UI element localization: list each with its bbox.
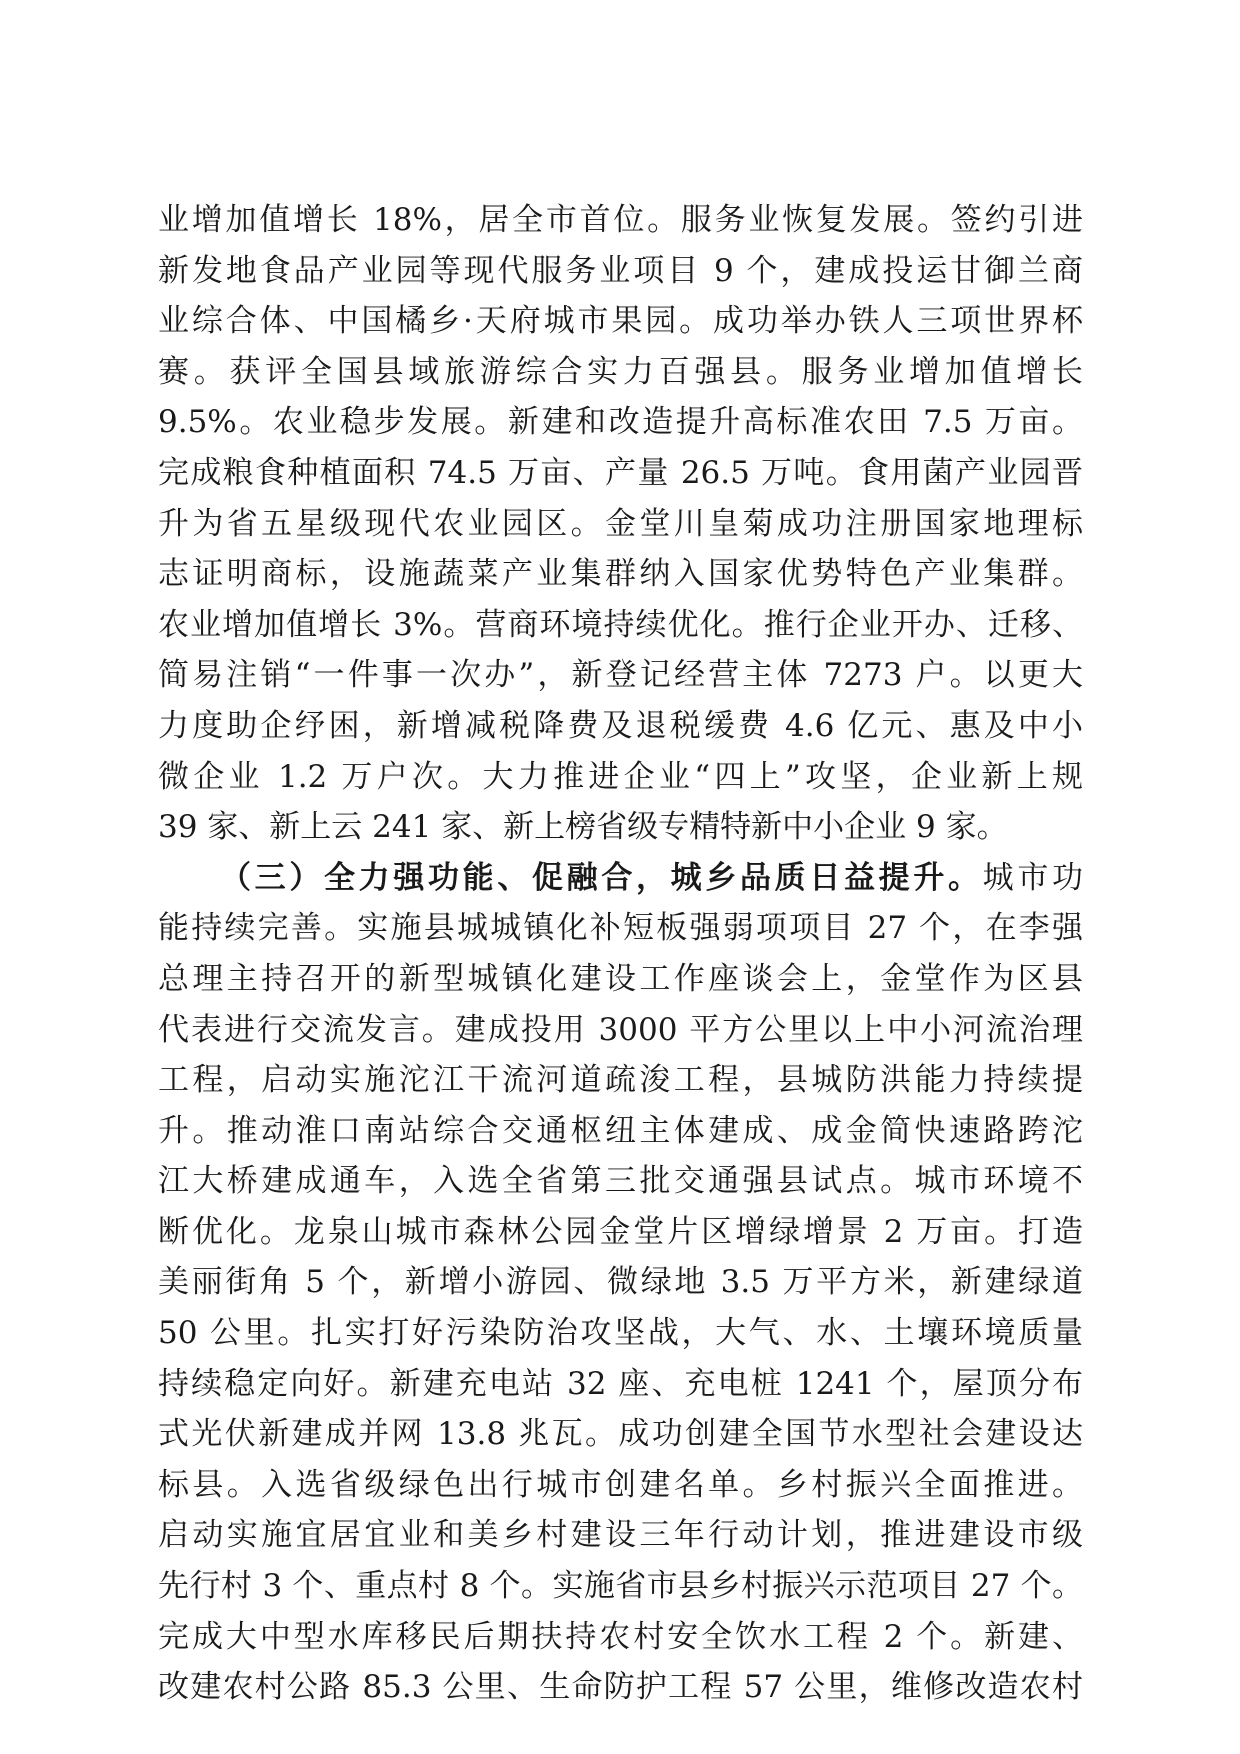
text-line: 农业增加值增长 3%。营商环境持续优化。推行企业开办、迁移、 bbox=[158, 606, 1083, 643]
text-line: 持续稳定向好。新建充电站 32 座、充电桩 1241 个，屋顶分布 bbox=[158, 1365, 1083, 1402]
text-line: 总理主持召开的新型城镇化建设工作座谈会上，金堂作为区县 bbox=[158, 960, 1083, 997]
text-line: 断优化。龙泉山城市森林公园金堂片区增绿增景 2 万亩。打造 bbox=[158, 1213, 1083, 1250]
text-line: 先行村 3 个、重点村 8 个。实施省市县乡村振兴示范项目 27 个。 bbox=[158, 1568, 1083, 1605]
heading-line-rest: 城市功 bbox=[982, 859, 1084, 896]
text-line: 标县。入选省级绿色出行城市创建名单。乡村振兴全面推进。 bbox=[158, 1466, 1083, 1503]
text-line: 代表进行交流发言。建成投用 3000 平方公里以上中小河流治理 bbox=[158, 1011, 1083, 1048]
text-line: 业增加值增长 18%，居全市首位。服务业恢复发展。签约引进 bbox=[158, 202, 1083, 238]
text-line: 赛。获评全国县域旅游综合实力百强县。服务业增加值增长 bbox=[158, 353, 1083, 390]
text-line: 9.5%。农业稳步发展。新建和改造提升高标准农田 7.5 万亩。 bbox=[158, 404, 1083, 441]
text-line: 50 公里。扎实打好污染防治攻坚战，大气、水、土壤环境质量 bbox=[158, 1315, 1083, 1352]
text-line: 完成粮食种植面积 74.5 万亩、产量 26.5 万吨。食用菌产业园晋 bbox=[158, 454, 1083, 491]
text-line: 微企业 1.2 万户次。大力推进企业“四上”攻坚，企业新上规 bbox=[158, 758, 1083, 795]
section-heading: （三）全力强功能、促融合，城乡品质日益提升。 bbox=[220, 859, 983, 896]
text-line: 升为省五星级现代农业园区。金堂川皇菊成功注册国家地理标 bbox=[158, 505, 1083, 542]
paragraph-economy bbox=[158, 195, 1083, 853]
paragraph-urban-rural bbox=[158, 853, 1083, 1713]
text-line: 力度助企纾困，新增减税降费及退税缓费 4.6 亿元、惠及中小 bbox=[158, 707, 1083, 744]
text-line: 志证明商标，设施蔬菜产业集群纳入国家优势特色产业集群。 bbox=[158, 556, 1083, 593]
text-line: 式光伏新建成并网 13.8 兆瓦。成功创建全国节水型社会建设达 bbox=[158, 1416, 1083, 1453]
text-line: 完成大中型水库移民后期扶持农村安全饮水工程 2 个。新建、 bbox=[158, 1618, 1083, 1655]
text-line bbox=[158, 853, 1083, 904]
text-line: 启动实施宜居宜业和美乡村建设三年行动计划，推进建设市级 bbox=[158, 1517, 1083, 1554]
text-line: 能持续完善。实施县城城镇化补短板强弱项项目 27 个，在李强 bbox=[158, 910, 1083, 947]
text-line: 工程，启动实施沱江干流河道疏浚工程，县城防洪能力持续提 bbox=[158, 1062, 1083, 1099]
text-line: 简易注销“一件事一次办”，新登记经营主体 7273 户。以更大 bbox=[158, 657, 1083, 694]
text-line: 升。推动淮口南站综合交通枢纽主体建成、成金简快速路跨沱 bbox=[158, 1112, 1083, 1149]
text-line: 改建农村公路 85.3 公里、生命防护工程 57 公里，维修改造农村 bbox=[158, 1669, 1083, 1706]
body-text bbox=[158, 195, 1083, 1713]
text-line: 39 家、新上云 241 家、新上榜省级专精特新中小企业 9 家。 bbox=[158, 809, 1008, 846]
text-line: 新发地食品产业园等现代服务业项目 9 个，建成投运甘御兰商 bbox=[158, 252, 1083, 289]
text-line: 美丽街角 5 个，新增小游园、微绿地 3.5 万平方米，新建绿道 bbox=[158, 1264, 1083, 1301]
text-line: 业综合体、中国橘乡·天府城市果园。成功举办铁人三项世界杯 bbox=[158, 303, 1083, 340]
text-line: 江大桥建成通车，入选全省第三批交通强县试点。城市环境不 bbox=[158, 1163, 1083, 1200]
